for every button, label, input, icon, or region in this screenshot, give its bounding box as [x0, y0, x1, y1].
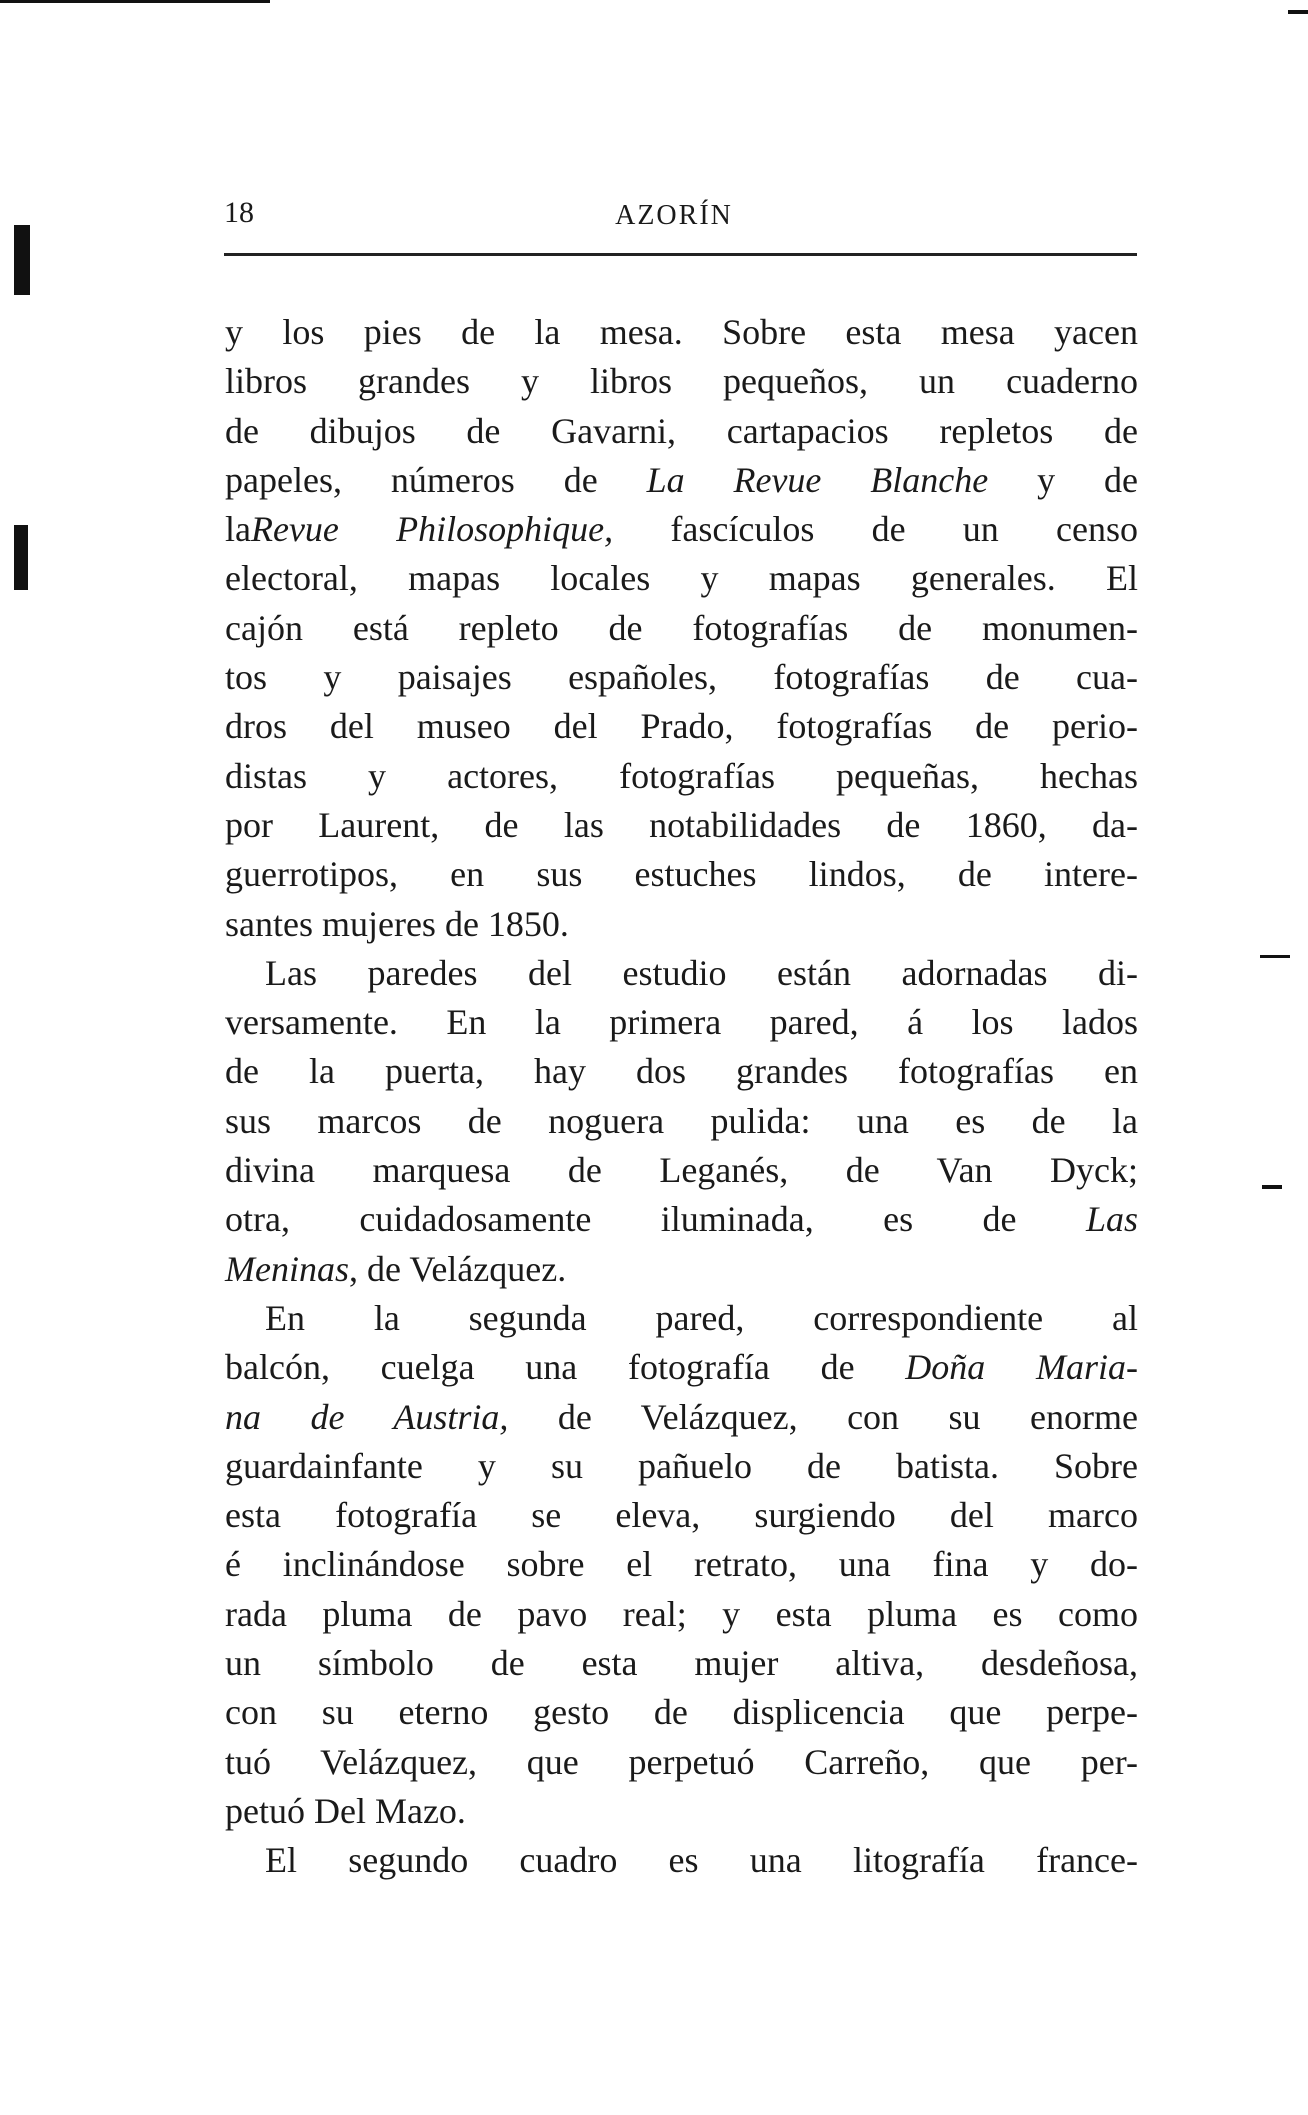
text-segment: cajón está repleto de fotografías de monumen-: [225, 607, 1138, 648]
text-line: [225, 1294, 1138, 1343]
text-line: [225, 1639, 1138, 1688]
text-segment: distas y actores, fotografías pequeñas, hechas: [225, 755, 1138, 796]
text-line: [225, 1590, 1138, 1639]
text-line: [225, 1491, 1138, 1540]
text-segment: de Velázquez, con su enorme: [508, 1396, 1138, 1437]
text-segment: é inclinándose sobre el retrato, una fina y do-: [225, 1544, 1138, 1585]
text-line: [225, 1146, 1138, 1195]
italic-title: Revue Philosophique,: [250, 509, 614, 550]
text-segment: con su eterno gesto de displicencia que perpe-: [225, 1692, 1138, 1733]
text-segment: guardainfante y su pañuelo de batista. Sobre: [225, 1445, 1138, 1486]
text-line: [225, 1688, 1138, 1737]
text-segment: tuó Velázquez, que perpetuó Carreño, que per-: [225, 1741, 1138, 1782]
text-segment: por Laurent, de las notabilidades de 1860, da-: [225, 804, 1138, 845]
text-segment: y de: [988, 459, 1139, 500]
text-line: [225, 1738, 1138, 1787]
text-line: [225, 1787, 1138, 1836]
text-segment: papeles, números de: [225, 459, 647, 500]
text-segment: , de Velázquez.: [348, 1248, 567, 1289]
text-segment: Las paredes del estudio están adornadas di-: [265, 952, 1138, 993]
italic-title: Doña Maria-: [905, 1347, 1138, 1388]
page-number: 18: [224, 196, 254, 229]
text-line: [225, 1442, 1138, 1491]
text-segment: dros del museo del Prado, fotografías de perio-: [225, 706, 1138, 747]
text-line: [225, 653, 1138, 702]
text-line: [225, 1540, 1138, 1589]
text-segment: balcón, cuelga una fotografía de: [225, 1347, 906, 1388]
body-text: [225, 308, 1138, 1886]
text-line: [225, 900, 1138, 949]
italic-title: Meninas: [225, 1248, 349, 1289]
header-rule: [224, 253, 1137, 256]
italic-title: La Revue Blanche: [646, 459, 989, 500]
text-segment: El segundo cuadro es una litografía france-: [265, 1840, 1138, 1881]
text-segment: de la puerta, hay dos grandes fotografías en: [225, 1051, 1138, 1092]
text-segment: la: [225, 509, 251, 550]
text-segment: divina marquesa de Leganés, de Van Dyck;: [225, 1150, 1138, 1191]
text-line: [225, 1047, 1138, 1096]
text-segment: esta fotografía se eleva, surgiendo del marco: [225, 1495, 1138, 1536]
text-line: [225, 505, 1138, 554]
text-line: [225, 949, 1138, 998]
text-line: [225, 801, 1138, 850]
text-line: [225, 1393, 1138, 1442]
text-line: [225, 1245, 1138, 1294]
text-segment: guerrotipos, en sus estuches lindos, de intere-: [225, 854, 1138, 895]
scan-mark: [14, 525, 28, 590]
text-line: [225, 998, 1138, 1047]
text-segment: santes mujeres de 1850.: [225, 903, 569, 944]
text-segment: de dibujos de Gavarni, cartapacios repletos de: [225, 410, 1138, 451]
text-segment: electoral, mapas locales y mapas generales. El: [225, 558, 1138, 599]
italic-title: Las: [1085, 1199, 1138, 1240]
text-segment: y los pies de la mesa. Sobre esta mesa yacen: [225, 312, 1138, 352]
text-line: [225, 702, 1138, 751]
text-line: [225, 752, 1138, 801]
scan-mark: [1262, 1185, 1282, 1189]
text-line: [225, 1195, 1138, 1244]
text-segment: tos y paisajes españoles, fotografías de cua-: [225, 657, 1138, 698]
italic-title: na de Austria,: [225, 1396, 509, 1437]
scan-mark: [1260, 955, 1290, 958]
text-segment: petuó Del Mazo.: [225, 1790, 466, 1831]
running-head: AZORÍN: [615, 200, 733, 231]
scan-mark: [1288, 10, 1308, 14]
text-segment: sus marcos de noguera pulida: una es de la: [225, 1100, 1138, 1141]
text-line: [225, 850, 1138, 899]
text-line: [225, 407, 1138, 456]
text-segment: un símbolo de esta mujer altiva, desdeñosa,: [225, 1643, 1138, 1684]
text-segment: versamente. En la primera pared, á los lados: [225, 1002, 1138, 1043]
text-segment: fascículos de un censo: [613, 509, 1138, 550]
scan-mark: [14, 225, 30, 295]
text-line: [225, 357, 1138, 406]
text-line: [225, 1836, 1138, 1885]
text-segment: En la segunda pared, correspondiente al: [265, 1297, 1138, 1338]
text-segment: otra, cuidadosamente iluminada, es de: [225, 1199, 1086, 1240]
scan-mark: [0, 0, 270, 3]
text-line: [225, 1097, 1138, 1146]
text-line: [225, 308, 1138, 357]
text-line: [225, 456, 1138, 505]
text-segment: libros grandes y libros pequeños, un cuaderno: [225, 361, 1138, 402]
text-line: [225, 1343, 1138, 1392]
text-line: [225, 554, 1138, 603]
text-line: [225, 604, 1138, 653]
text-segment: rada pluma de pavo real; y esta pluma es como: [225, 1593, 1138, 1634]
